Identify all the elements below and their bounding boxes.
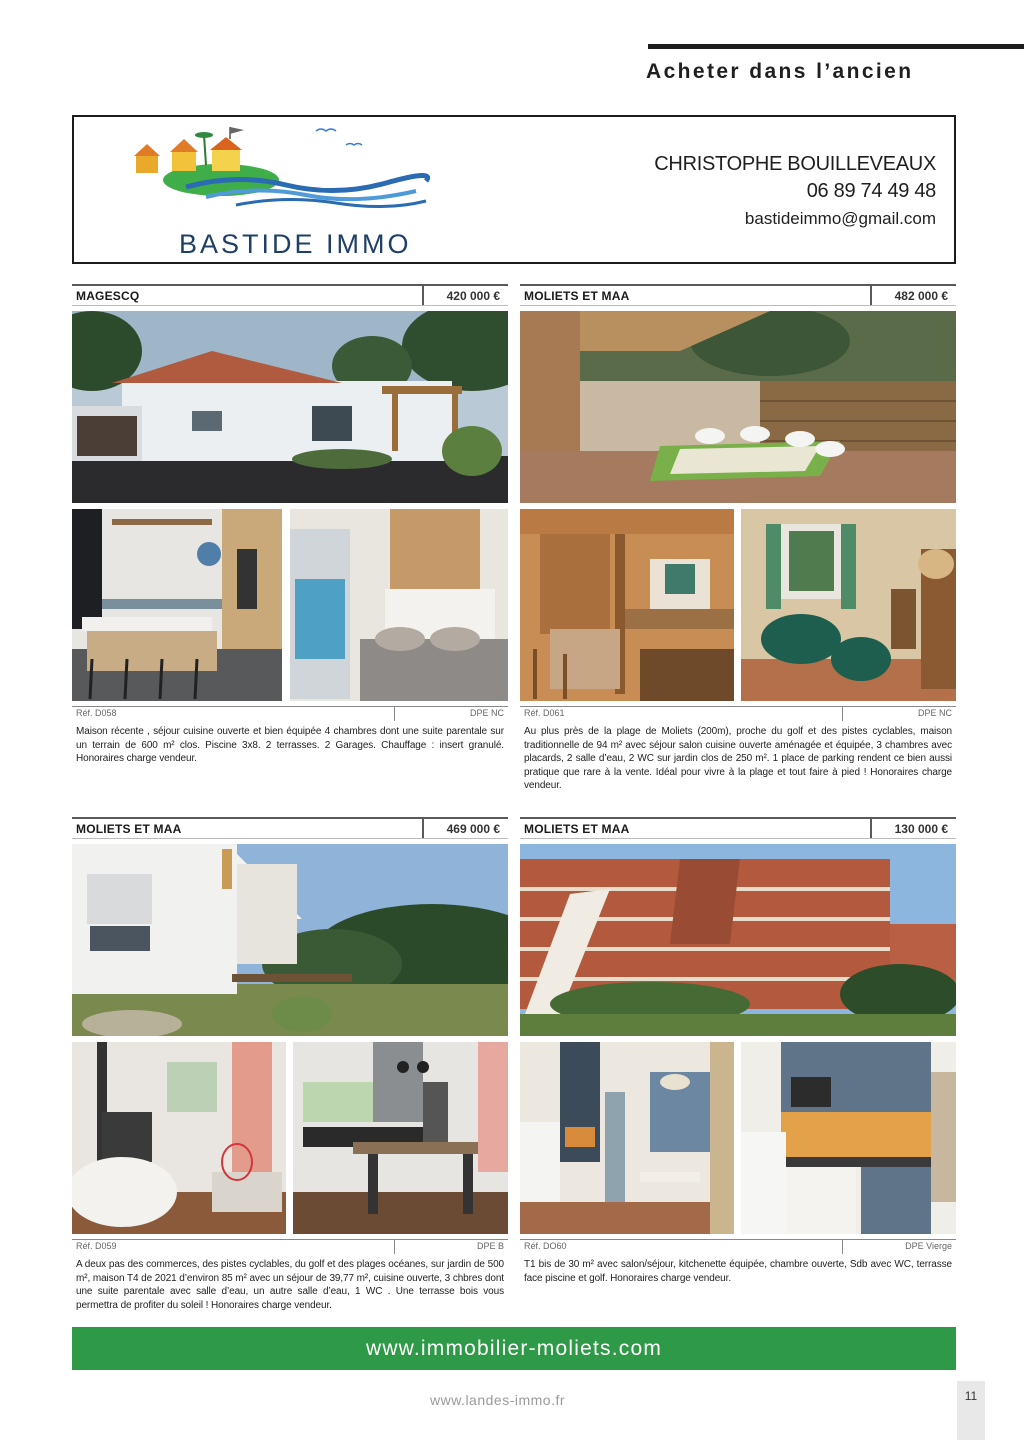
agency-logo — [126, 125, 446, 260]
section-title: Acheter dans l’ancien — [646, 60, 914, 83]
listing-photo-right — [290, 509, 508, 701]
listing-description: Au plus près de la plage de Moliets (200m), proche du golf et des pistes cyclables, maison traditionnelle de 94 m² avec séjour salon cuisine ouverte aménagée et équipée, 3 chambres avec placards, 2 salle d’eau, 2 WC sur jardin clos de 250 m². 1 place de parking rendent ce bien aussi pratique que rare à la vente. Idéal pour vivre à la plage et tout faire à pied ! Honoraires charge vendeur. — [524, 726, 952, 791]
price-box — [870, 817, 956, 839]
footer-url[interactable]: www.landes-immo.fr — [430, 1392, 566, 1408]
listing-photo-left — [72, 509, 282, 701]
listing-price: 420 000 € — [446, 289, 500, 303]
reference-row — [72, 1239, 508, 1253]
website-banner[interactable]: www.immobilier-moliets.com — [72, 1327, 956, 1370]
listing-card — [520, 817, 956, 1297]
listing-place: MAGESCQ — [76, 289, 140, 303]
listing-photo-left — [520, 509, 734, 701]
agency-box — [72, 115, 956, 264]
reference-row — [520, 706, 956, 720]
listing-description: A deux pas des commerces, des pistes cyclables, du golf et des plages océanes, sur jardin de 500 m², maison T4 de 2021 d’environ 85 m² avec un séjour de 39,77 m², cuisine ouverte, 3 chbres dont une suite parentale avec salle d’eau, un autre salle d’eau, 1 WC . Une terrasse bois vous permettra de profiter du soleil ! Honoraires charge vendeur. — [76, 1259, 504, 1311]
listing-photo-left — [520, 1042, 734, 1234]
listing-main-photo — [520, 844, 956, 1036]
listing-price: 482 000 € — [894, 289, 948, 303]
listing-photo-right — [741, 509, 956, 701]
reference-number: Réf. D058 — [76, 708, 117, 718]
listing-card — [72, 817, 508, 1317]
top-rule — [648, 44, 1024, 49]
listing-photo-right — [741, 1042, 956, 1234]
listing-main-photo — [72, 311, 508, 503]
logo-name: BASTIDE IMMO — [179, 229, 412, 259]
listing-photo-right — [293, 1042, 508, 1234]
reference-number: Réf. D059 — [76, 1241, 117, 1251]
listing-header — [520, 817, 956, 837]
agency-contact — [654, 153, 936, 229]
contact-phone: 06 89 74 49 48 — [806, 180, 936, 202]
price-box — [870, 284, 956, 306]
listing-price: 130 000 € — [894, 822, 948, 836]
dpe-label: DPE NC — [469, 708, 504, 718]
listing-header — [72, 817, 508, 837]
dpe-label: DPE Vierge — [905, 1241, 952, 1251]
dpe-label: DPE B — [476, 1241, 504, 1251]
listing-main-photo — [72, 844, 508, 1036]
page-number-tab — [957, 1381, 985, 1440]
listing-header — [520, 284, 956, 304]
listing-header — [72, 284, 508, 304]
contact-name: CHRISTOPHE BOUILLEVEAUX — [654, 153, 936, 175]
listing-price: 469 000 € — [446, 822, 500, 836]
listing-card — [520, 284, 956, 804]
reference-row — [520, 1239, 956, 1253]
contact-email[interactable]: bastideimmo@gmail.com — [744, 209, 936, 228]
page-number: 11 — [964, 1389, 978, 1403]
listing-place: MOLIETS ET MAA — [524, 289, 630, 303]
price-box — [422, 817, 508, 839]
dpe-label: DPE NC — [917, 708, 952, 718]
listing-photo-left — [72, 1042, 286, 1234]
listing-main-photo — [520, 311, 956, 503]
reference-number: Réf. DO60 — [524, 1241, 567, 1251]
listing-description: Maison récente , séjour cuisine ouverte et bien équipée 4 chambres dont une suite parentale sur un terrain de 600 m² clos. Piscine 3x8. 2 terrasses. 2 Garages. Chauffage : insert granulé. Honoraires charge vendeur. — [76, 726, 504, 764]
listing-place: MOLIETS ET MAA — [76, 822, 182, 836]
listing-place: MOLIETS ET MAA — [524, 822, 630, 836]
listing-card — [72, 284, 508, 784]
price-box — [422, 284, 508, 306]
reference-row — [72, 706, 508, 720]
reference-number: Réf. D061 — [524, 708, 565, 718]
listing-description: T1 bis de 30 m² avec salon/séjour, kitchenette équipée, chambre ouverte, Sdb avec WC, terrasse face piscine et golf. Honoraires charge vendeur. — [524, 1259, 952, 1284]
